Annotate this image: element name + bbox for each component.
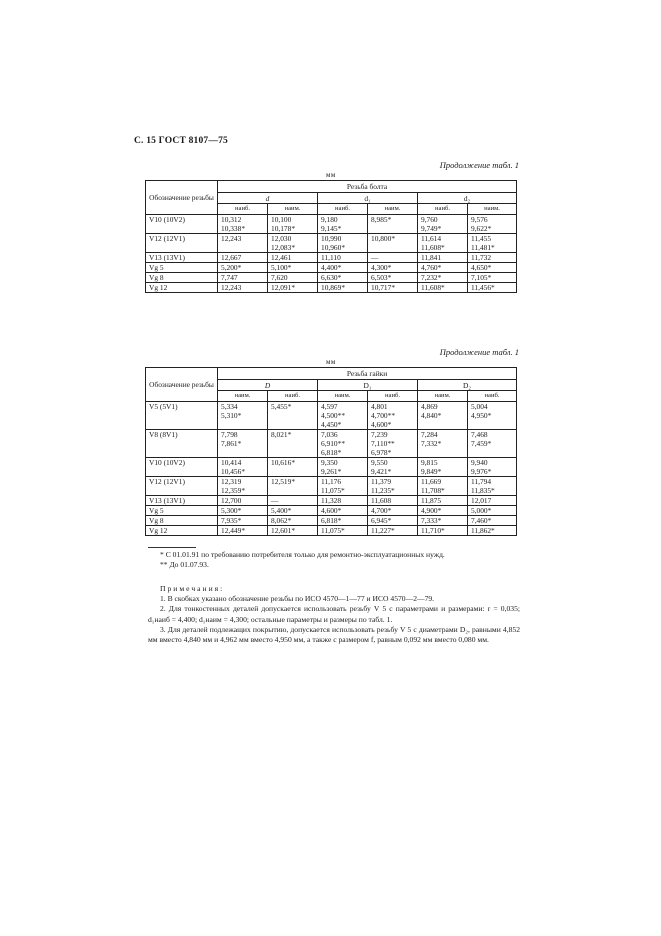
designation-header: Обозначение резьбы — [146, 181, 218, 215]
thread-designation: Vg 8 — [146, 273, 218, 283]
table-cell: 5,334 5,310* — [218, 402, 268, 430]
table-cell: 6,503* — [368, 273, 418, 283]
table-cell: 5,100* — [268, 263, 318, 273]
thread-designation: Vg 12 — [146, 526, 218, 536]
subheader: наим. — [318, 391, 368, 402]
thread-designation: Vg 12 — [146, 283, 218, 293]
table-cell: 12,243 — [218, 283, 268, 293]
table-cell: 7,284 7,332* — [418, 430, 468, 458]
table-cell: 11,379 11,235* — [368, 477, 418, 496]
table-cell: 4,650* — [468, 263, 517, 273]
subheader: наим. — [418, 391, 468, 402]
table-row — [146, 273, 517, 283]
subheader: наиб. — [418, 204, 468, 215]
table-cell: 4,900* — [418, 506, 468, 516]
table-cell: 10,312 10,338* — [218, 215, 268, 234]
thread-designation: Vg 5 — [146, 263, 218, 273]
table-cell: 11,328 — [318, 496, 368, 506]
table-cell: 11,669 11,708* — [418, 477, 468, 496]
group-header: Резьба гайки — [218, 368, 517, 380]
table-cell: 7,747 — [218, 273, 268, 283]
table-cell: 9,350 9,261* — [318, 458, 368, 477]
table-row — [146, 516, 517, 526]
table-row — [146, 402, 517, 430]
table-row — [146, 263, 517, 273]
table1-unit: мм — [326, 171, 336, 179]
table-cell: 11,075* — [318, 526, 368, 536]
table-row — [146, 283, 517, 293]
table-cell: 4,760* — [418, 263, 468, 273]
table-cell: 5,200* — [218, 263, 268, 273]
subheader: наим. — [218, 391, 268, 402]
footnote-single-star: * С 01.01.91 по требованию потребителя только для ремонтно-эксплуатационных нужд. — [160, 550, 445, 559]
table-cell: 11,608* — [418, 283, 468, 293]
table-cell: 5,455* — [268, 402, 318, 430]
table-cell: 11,875 — [418, 496, 468, 506]
table-cell: 10,717* — [368, 283, 418, 293]
table-cell: 7,036 6,910** 6,818* — [318, 430, 368, 458]
table-cell: 11,227* — [368, 526, 418, 536]
footnote-double-star: ** До 01.07.93. — [160, 560, 209, 569]
page-header: С. 15 ГОСТ 8107—75 — [134, 136, 228, 146]
table-cell: 4,600* — [318, 506, 368, 516]
table-cell: 12,601* — [268, 526, 318, 536]
table-cell: 7,105* — [468, 273, 517, 283]
table-cell: 6,945* — [368, 516, 418, 526]
thread-designation: V10 (10V2) — [146, 215, 218, 234]
table-cell: — — [268, 496, 318, 506]
table-cell: 9,815 9,849* — [418, 458, 468, 477]
table-cell: 7,460* — [468, 516, 517, 526]
thread-designation: V10 (10V2) — [146, 458, 218, 477]
table-cell: 9,576 9,622* — [468, 215, 517, 234]
table-cell: 11,794 11,835* — [468, 477, 517, 496]
table-cell: 8,021* — [268, 430, 318, 458]
subheader: наим. — [368, 204, 418, 215]
table-row — [146, 234, 517, 253]
thread-designation: Vg 8 — [146, 516, 218, 526]
table-bolt-thread — [145, 180, 517, 293]
subheader: наим. — [468, 204, 517, 215]
table-cell: 4,869 4,840* — [418, 402, 468, 430]
table-cell: 7,468 7,459* — [468, 430, 517, 458]
table-cell: 5,004 4,950* — [468, 402, 517, 430]
table-cell: 10,100 10,178* — [268, 215, 318, 234]
designation-header: Обозначение резьбы — [146, 368, 218, 402]
table-cell: 11,176 11,075* — [318, 477, 368, 496]
thread-designation: Vg 5 — [146, 506, 218, 516]
group-header: Резьба болта — [218, 181, 517, 193]
table2-unit: мм — [326, 358, 336, 366]
note-item-2: 2. Для тонкостенных деталей допускается использовать резьбу V 5 с параметрами и размерами: r = 0,035; d₁наиб = 4,400; d₁наим = 4,300; остальные параметры и размеры по табл. 1. — [148, 604, 520, 624]
table-cell: 6,818* — [318, 516, 368, 526]
table-cell: 11,110 — [318, 253, 368, 263]
table-cell: 12,030 12,083* — [268, 234, 318, 253]
table-cell: 12,700 — [218, 496, 268, 506]
footnote-divider — [148, 547, 196, 548]
subheader: наиб. — [218, 204, 268, 215]
table-cell: 5,400* — [268, 506, 318, 516]
table-cell: 11,614 11,608* — [418, 234, 468, 253]
dim-header-D1: D₁ — [318, 380, 418, 391]
table-cell: 12,091* — [268, 283, 318, 293]
subheader: наиб. — [468, 391, 517, 402]
footnotes — [160, 550, 530, 570]
table-cell: 4,700* — [368, 506, 418, 516]
table-cell: 11,862* — [468, 526, 517, 536]
table2-body — [146, 402, 517, 536]
table-cell: 4,300* — [368, 263, 418, 273]
table-cell: 6,630* — [318, 273, 368, 283]
table-cell: 9,550 9,421* — [368, 458, 418, 477]
table1-body — [146, 215, 517, 293]
table-cell: 12,243 — [218, 234, 268, 253]
table-cell: 11,732 — [468, 253, 517, 263]
thread-designation: V12 (12V1) — [146, 234, 218, 253]
table-cell: 8,062* — [268, 516, 318, 526]
table-cell: 11,710* — [418, 526, 468, 536]
notes-title: Примечания: — [160, 584, 225, 593]
table-cell: 11,455 11,481* — [468, 234, 517, 253]
table-cell: 5,000* — [468, 506, 517, 516]
table-cell: 12,667 — [218, 253, 268, 263]
dim-header-D: D — [218, 380, 318, 391]
table-cell: 10,990 10,960* — [318, 234, 368, 253]
table-cell: 7,935* — [218, 516, 268, 526]
table-cell: 4,801 4,700** 4,600* — [368, 402, 418, 430]
dim-header-d1: d₁ — [318, 193, 418, 204]
table-row — [146, 506, 517, 516]
thread-designation: V5 (5V1) — [146, 402, 218, 430]
thread-designation: V13 (13V1) — [146, 253, 218, 263]
table-cell: 10,800* — [368, 234, 418, 253]
table-cell: 5,300* — [218, 506, 268, 516]
table-row — [146, 430, 517, 458]
table-row — [146, 496, 517, 506]
subheader: наиб. — [368, 391, 418, 402]
table-cell: 10,616* — [268, 458, 318, 477]
table1-continuation: Продолжение табл. 1 — [439, 160, 519, 170]
table2-continuation: Продолжение табл. 1 — [439, 347, 519, 357]
table-row — [146, 526, 517, 536]
table-cell: 11,841 — [418, 253, 468, 263]
subheader: наиб. — [318, 204, 368, 215]
table-cell: 7,333* — [418, 516, 468, 526]
table-cell: 7,232* — [418, 273, 468, 283]
thread-designation: V8 (8V1) — [146, 430, 218, 458]
table-nut-thread — [145, 367, 517, 536]
subheader: наиб. — [268, 391, 318, 402]
table-cell: 4,400* — [318, 263, 368, 273]
table-cell: 12,017 — [468, 496, 517, 506]
table-cell: 12,461 — [268, 253, 318, 263]
table-cell: 10,414 10,456* — [218, 458, 268, 477]
table-cell: 12,319 12,359* — [218, 477, 268, 496]
dim-header-d2: d₂ — [418, 193, 517, 204]
table-cell: 4,597 4,500** 4,450* — [318, 402, 368, 430]
table-cell: 8,985* — [368, 215, 418, 234]
table-cell: — — [368, 253, 418, 263]
table-cell: 9,760 9,749* — [418, 215, 468, 234]
table-cell: 10,869* — [318, 283, 368, 293]
dim-header-d: d — [218, 193, 318, 204]
table-cell: 12,519* — [268, 477, 318, 496]
subheader: наим. — [268, 204, 318, 215]
thread-designation: V12 (12V1) — [146, 477, 218, 496]
table-row — [146, 253, 517, 263]
note-item-3: 3. Для деталей подлежащих покрытию, допускается использовать резьбу V 5 с диаметрами D₂, равными 4,852 мм вместо 4,840 мм и 4,962 мм вместо 4,950 мм, а также с размером f, равным 0,092 мм вместо 0,080 мм. — [148, 624, 520, 645]
table-row — [146, 477, 517, 496]
note-item-1: 1. В скобках указано обозначение резьбы по ИСО 4570—1—77 и ИСО 4570—2—79. — [160, 594, 435, 604]
table-cell: 7,239 7,110** 6,978* — [368, 430, 418, 458]
table-cell: 9,940 9,976* — [468, 458, 517, 477]
thread-designation: V13 (13V1) — [146, 496, 218, 506]
table-cell: 12,449* — [218, 526, 268, 536]
table-cell: 11,456* — [468, 283, 517, 293]
table-cell: 11,608 — [368, 496, 418, 506]
table-row — [146, 458, 517, 477]
table-row — [146, 215, 517, 234]
table-cell: 7,798 7,861* — [218, 430, 268, 458]
notes-block — [148, 584, 520, 645]
table-cell: 7,620 — [268, 273, 318, 283]
dim-header-D2: D₂ — [418, 380, 517, 391]
table-cell: 9,180 9,145* — [318, 215, 368, 234]
